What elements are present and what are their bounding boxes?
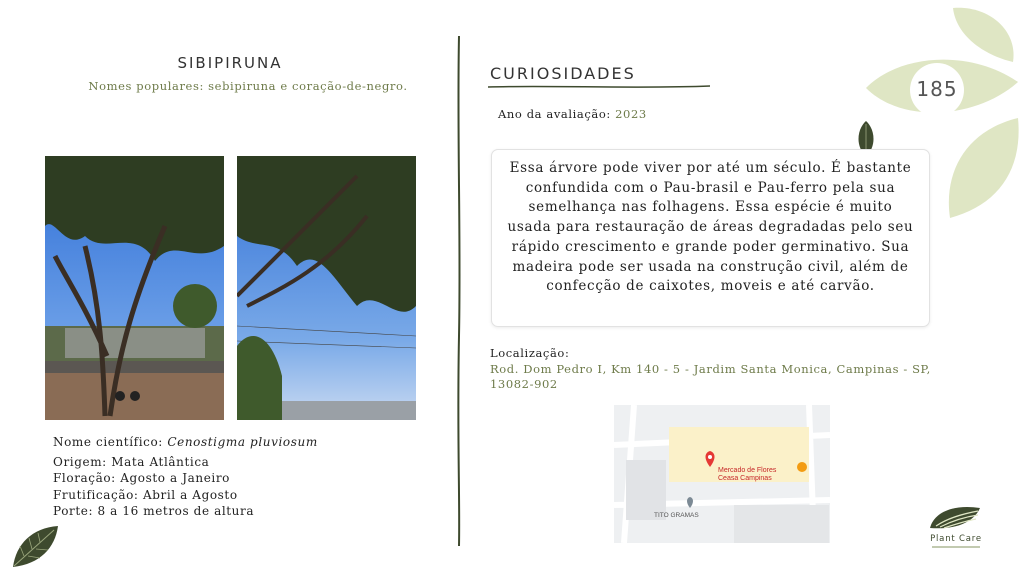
tree-photo-1 xyxy=(45,156,224,420)
location-label: Localização: xyxy=(490,346,570,360)
address-line-1: Rod. Dom Pedro I, Km 140 - 5 - Jardim Santa Monica, Campinas - SP, xyxy=(490,362,931,376)
title-underline xyxy=(488,84,713,90)
brand-tagline-scribble xyxy=(932,546,980,548)
scientific-name-row xyxy=(53,434,453,451)
tree-photo-2 xyxy=(237,156,416,420)
tree-facts xyxy=(53,434,453,520)
curiosity-card xyxy=(491,149,930,327)
popular-names: Nomes populares: sebipiruna e coração-de-negro. xyxy=(88,79,408,93)
leaf-top xyxy=(953,8,1014,62)
page-number: 185 xyxy=(916,77,958,101)
flowering-row: Floração: Agosto a Janeiro xyxy=(53,471,230,486)
vertical-divider xyxy=(454,36,464,546)
leaf-icon-bottom-left xyxy=(10,524,62,570)
leaf-bottom xyxy=(949,118,1019,218)
map-place-line-1: Mercado de Flores xyxy=(718,467,777,474)
address-line-2: 13082-902 xyxy=(490,377,558,391)
scientific-name-label: Nome científico: xyxy=(53,435,168,449)
fruiting-row: Frutificação: Abril a Agosto xyxy=(53,487,238,502)
curiosity-text: Essa árvore pode viver por até um século. É bastante confundida com o Pau-brasil e Pau-ferro pela sua semelhança nas folhagens. Essa espécie é muito usada para restauração de áreas degradadas pelo seu rápido crescimento e grande poder germinativo. Sua madeira pode ser usada na construção civil, além de confecção de caixotes, moveis e até carvão. xyxy=(507,160,914,295)
plant-care-logo-icon xyxy=(928,502,982,532)
map-place-line-2: Ceasa Campinas xyxy=(718,475,772,482)
size-row: Porte: 8 a 16 metros de altura xyxy=(53,504,255,519)
brand-name: Plant Care xyxy=(930,534,982,544)
tree-name-title: SIBIPIRUNA xyxy=(177,54,283,72)
location-map[interactable] xyxy=(614,405,830,543)
map-place-label xyxy=(718,467,776,483)
origin-row: Origem: Mata Atlântica xyxy=(53,454,210,469)
evaluation-year-value: 2023 xyxy=(615,107,647,121)
evaluation-year xyxy=(498,107,647,121)
map-nearby-label: TITO GRAMAS xyxy=(654,512,699,519)
curiosities-title: CURIOSIDADES xyxy=(490,64,636,83)
evaluation-year-label: Ano da avaliação: xyxy=(498,107,616,121)
scientific-name-value: Cenostigma pluviosum xyxy=(167,435,318,449)
